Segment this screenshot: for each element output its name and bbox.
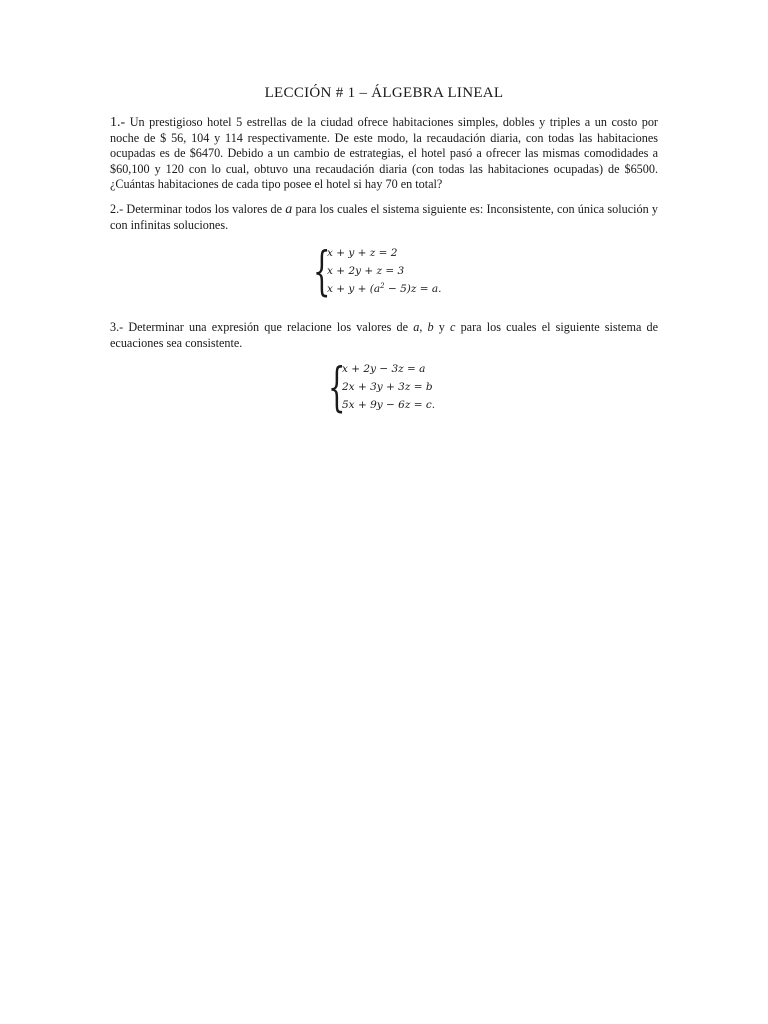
problem-2-variable: a (285, 202, 293, 217)
problem-3-variable-c: c (450, 320, 456, 334)
equation-system-2 (328, 356, 436, 418)
problem-2-text-after: para los cuales el sistema siguiente es: Inconsistente, con única solución y con infinitas soluciones. (110, 202, 658, 232)
equation-system-1 (313, 240, 442, 302)
problem-3-variables: a, b (413, 320, 434, 334)
problem-2-text-before: 2.- Determinar todos los valores de (110, 202, 286, 216)
system-2-equation-2: 2x + 3y + 3z = b (342, 381, 433, 393)
problem-1-text: Un prestigioso hotel 5 estrellas de la ciudad ofrece habitaciones simples, dobles y triples a un costo por noche de $ 56, 104 y 114 respectivamente. De este modo, la recaudación diaria, con todas las habitaciones ocupadas es de $6470. Debido a un cambio de estrategias, el hotel pasó a ofrecer las mismas comodidades a $60,100 y 120 con lo cual, obtuvo una recaudación diaria (con todas las habitaciones ocupadas) de $6500. ¿Cuántas habitaciones de cada tipo posee el hotel si hay 70 en total? (110, 115, 658, 191)
problem-1-number: 1.- (110, 115, 126, 130)
system-2-equation-3: 5x + 9y − 6z = c. (342, 399, 436, 411)
page-title: LECCIÓN # 1 – ÁLGEBRA LINEAL (264, 85, 504, 101)
problem-3 (110, 320, 658, 351)
left-brace: { (313, 240, 331, 302)
problem-2 (110, 202, 658, 233)
system-2-equation-1: x + 2y − 3z = a (342, 363, 426, 375)
system-1-equation-3: $x + y + (a^2 - 5)z = a$. (327, 282, 442, 295)
problem-3-text-before: 3.- Determinar una expresión que relacione los valores de (110, 320, 414, 334)
system-1-equation-2: x + 2y + z = 3 (327, 265, 405, 277)
system-1-equation-1: x + y + z = 2 (327, 247, 398, 259)
problem-1 (110, 115, 658, 193)
left-brace: { (328, 356, 346, 418)
problem-3-text-mid: y (433, 320, 451, 334)
problem-3-text-after: para los cuales el siguiente sistema de ecuaciones sea consistente. (110, 320, 659, 350)
